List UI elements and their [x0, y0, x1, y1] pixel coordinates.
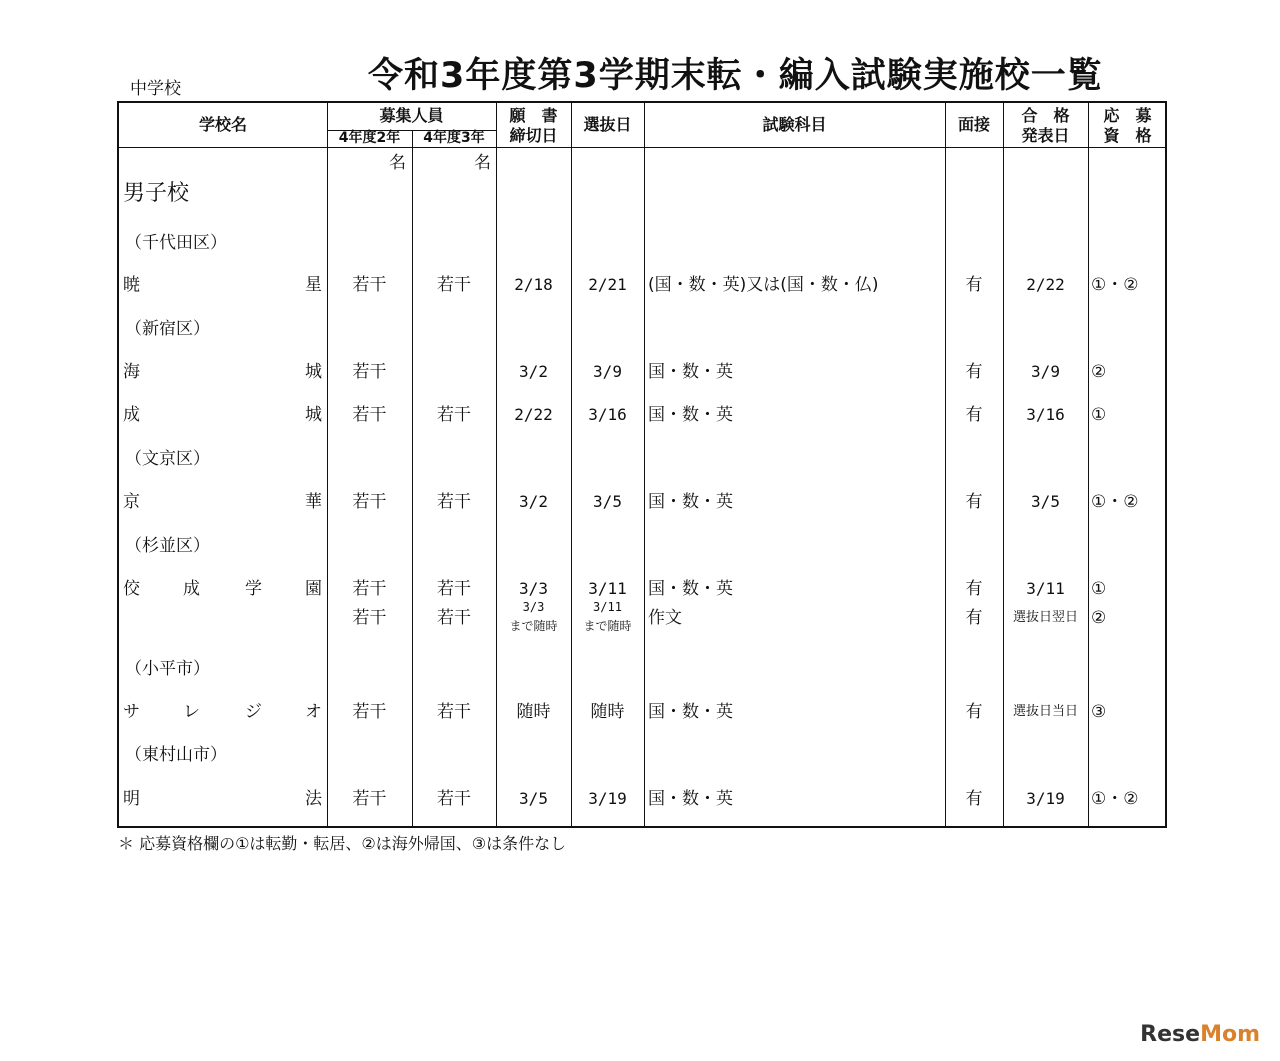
subjects: 国・数・英: [648, 362, 733, 382]
deadline: 2/18: [514, 275, 553, 294]
selection-date: 3/9: [593, 362, 622, 381]
header-school: 学校名: [198, 115, 247, 134]
unit-y2: 名: [389, 153, 406, 173]
exam-table: [117, 101, 1167, 828]
interview: 有: [965, 492, 983, 512]
interview: 有: [965, 275, 983, 295]
qualification: ①・②: [1091, 492, 1139, 512]
recruit-y2: 若干: [352, 579, 387, 599]
recruit-y2: 若干: [352, 275, 387, 295]
subjects: 国・数・英: [648, 789, 733, 809]
qualification: ②: [1091, 362, 1107, 382]
footnote: ＊ 応募資格欄の①は転勤・転居、②は海外帰国、③は条件なし: [118, 834, 567, 853]
header-recruit-y2: 4年度2年: [338, 130, 401, 146]
qualification: ③: [1091, 702, 1107, 722]
announce-date: 3/19: [1026, 789, 1065, 808]
selection-date: 2/21: [588, 275, 627, 294]
interview: 有: [965, 405, 983, 425]
announce-date: 3/9: [1031, 362, 1060, 381]
header-interview: 面接: [957, 115, 990, 134]
school-name-char: オ: [305, 702, 322, 722]
deadline: 3/2: [519, 362, 548, 381]
qualification: ①: [1091, 579, 1107, 599]
unit-y3: 名: [474, 153, 491, 173]
header-subjects: 試験科目: [762, 115, 827, 134]
selection-note: まで随時: [583, 619, 632, 633]
deadline: 2/22: [514, 405, 553, 424]
header-deadline-2: 締切日: [509, 126, 558, 145]
subjects: 作文: [648, 608, 682, 628]
recruit-y2: 若干: [352, 702, 387, 722]
school-name-char: 法: [305, 789, 322, 809]
deadline: 3/3: [522, 600, 545, 614]
school-name-char: 明: [123, 789, 140, 809]
recruit-y2: 若干: [352, 608, 387, 628]
deadline: 随時: [516, 702, 551, 722]
deadline: 3/3: [519, 579, 548, 598]
subjects: 国・数・英: [648, 702, 733, 722]
header-recruit-y3: 4年度3年: [423, 130, 485, 146]
subjects: 国・数・英: [648, 579, 733, 599]
selection-date: 3/11: [588, 579, 627, 598]
school-name-char: 学: [245, 579, 262, 599]
recruit-y3: 若干: [437, 608, 471, 628]
announce-date: 2/22: [1026, 275, 1065, 294]
school-name-char: 星: [305, 275, 322, 295]
selection-date: 3/5: [593, 492, 622, 511]
recruit-y3: 若干: [437, 275, 471, 295]
qualification: ①・②: [1091, 275, 1139, 295]
recruit-y2: 若干: [352, 405, 387, 425]
subjects: 国・数・英: [648, 405, 733, 425]
deadline: 3/5: [519, 789, 548, 808]
recruit-y2: 若干: [352, 789, 387, 809]
section-label: 中学校: [130, 79, 181, 99]
region-label: （新宿区）: [125, 319, 210, 339]
school-name-char: 佼: [123, 579, 140, 599]
recruit-y2: 若干: [352, 492, 387, 512]
deadline: 3/2: [519, 492, 548, 511]
selection-date: 3/19: [588, 789, 627, 808]
subjects: 国・数・英: [648, 492, 733, 512]
school-name-char: サ: [123, 702, 140, 722]
region-label: （小平市）: [125, 659, 210, 679]
header-deadline: 願 書: [509, 106, 558, 125]
interview: 有: [965, 362, 983, 382]
interview: 有: [965, 789, 983, 809]
qualification: ②: [1091, 608, 1107, 628]
region-label: （千代田区）: [125, 233, 227, 253]
header-announce-2: 発表日: [1021, 126, 1070, 145]
school-name-char: レ: [183, 702, 200, 722]
school-name-char: 暁: [123, 275, 140, 295]
resemom-logo: [1140, 1022, 1260, 1047]
header-qualification: 応 募: [1103, 106, 1152, 125]
announce-date: 3/11: [1026, 579, 1065, 598]
category-label: 男子校: [123, 181, 190, 206]
recruit-y3: 若干: [437, 789, 471, 809]
logo-text-accent: Mom: [1200, 1022, 1260, 1047]
school-name-char: 園: [305, 579, 322, 599]
school-name-char: 京: [123, 492, 140, 512]
school-name-char: 城: [305, 405, 322, 425]
header-selection: 選抜日: [583, 115, 632, 134]
region-label: （東村山市）: [125, 745, 227, 765]
interview: 有: [965, 579, 983, 599]
recruit-y3: 若干: [437, 405, 471, 425]
recruit-y2: 若干: [352, 362, 387, 382]
header-qualification-2: 資 格: [1103, 126, 1152, 145]
qualification: ①・②: [1091, 789, 1139, 809]
announce-date: 選抜日翌日: [1012, 610, 1078, 625]
school-name-char: ジ: [245, 702, 262, 722]
recruit-y3: 若干: [437, 702, 471, 722]
subjects: (国・数・英)又は(国・数・仏): [648, 275, 879, 295]
interview: 有: [965, 702, 983, 722]
header-recruit: 募集人員: [379, 106, 444, 125]
selection-date: 3/16: [588, 405, 627, 424]
selection-date: 随時: [590, 702, 625, 722]
page-title: 令和3年度第3学期末転・編入試験実施校一覧: [368, 56, 1103, 96]
interview: 有: [965, 608, 983, 628]
school-name-char: 華: [305, 492, 322, 512]
logo-text: Rese: [1140, 1022, 1201, 1047]
recruit-y3: 若干: [437, 579, 471, 599]
deadline-note: まで随時: [509, 619, 558, 633]
announce-date: 選抜日当日: [1012, 704, 1078, 719]
school-name-char: 城: [305, 362, 322, 382]
announce-date: 3/16: [1026, 405, 1065, 424]
qualification: ①: [1091, 405, 1107, 425]
school-name-char: 海: [123, 362, 140, 382]
announce-date: 3/5: [1031, 492, 1060, 511]
selection-date: 3/11: [593, 600, 622, 614]
region-label: （文京区）: [125, 449, 210, 469]
school-name-char: 成: [183, 579, 200, 599]
header-announce: 合 格: [1021, 106, 1070, 125]
recruit-y3: 若干: [437, 492, 471, 512]
school-name-char: 成: [123, 405, 140, 425]
region-label: （杉並区）: [125, 536, 210, 556]
